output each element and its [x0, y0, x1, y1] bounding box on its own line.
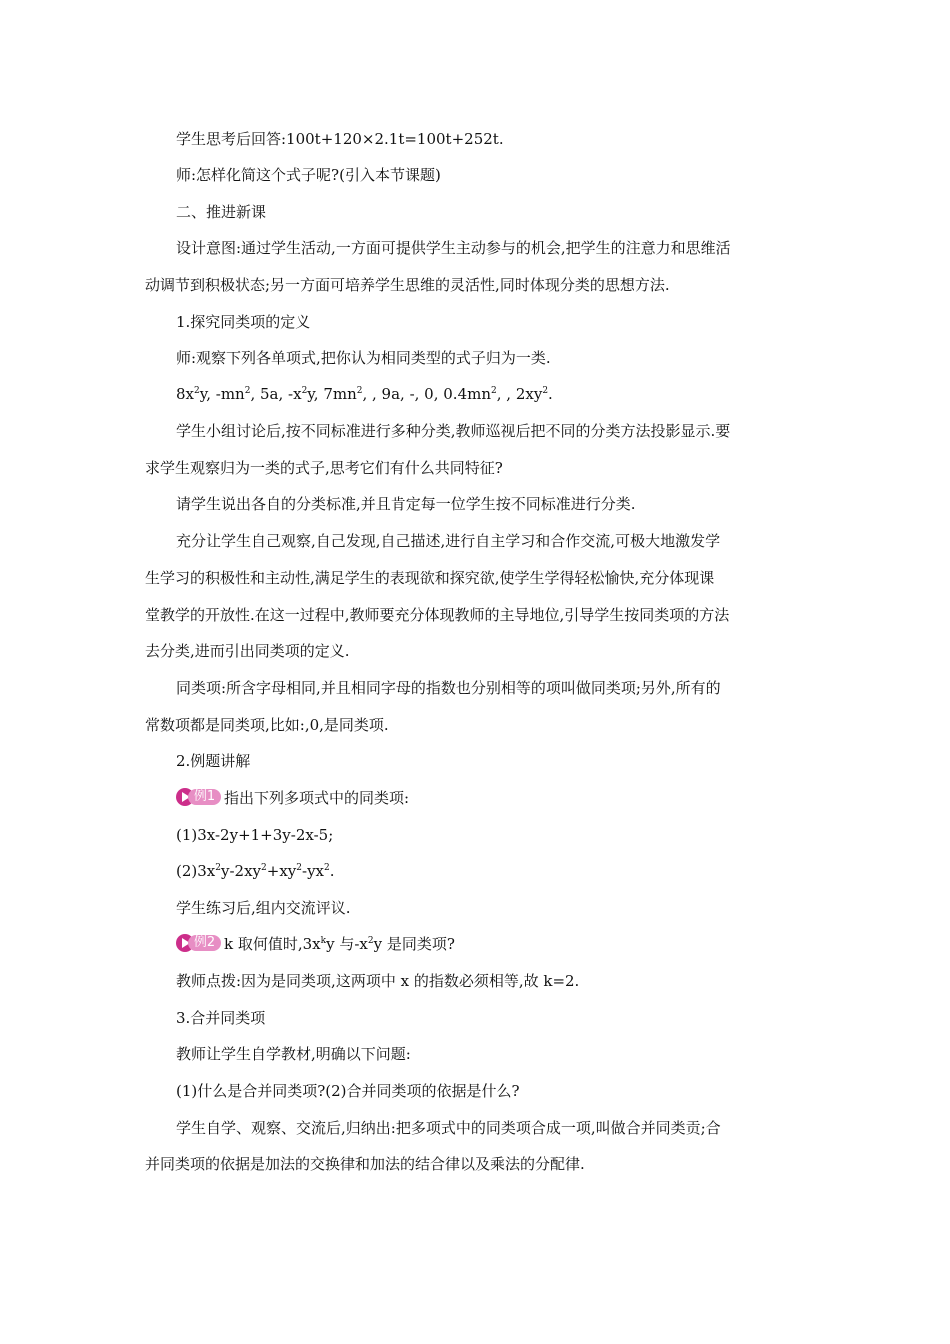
paragraph-group-discussion-1: 学生小组讨论后,按不同标准进行多种分类,教师巡视后把不同的分类方法投影显示.要 [176, 422, 731, 440]
paragraph-design-intent-2: 动调节到积极状态;另一方面可培养学生思维的灵活性,同时体现分类的思想方法. [145, 276, 670, 294]
monomial-text: 8x [176, 385, 195, 403]
polynomial-text: -yx [302, 862, 325, 880]
example-badge-label: 例2 [188, 935, 221, 951]
monomial-text: . [548, 385, 553, 403]
subheading-examples: 2.例题讲解 [176, 752, 251, 770]
paragraph-questions: (1)什么是合并同类项?(2)合并同类项的依据是什么? [176, 1082, 520, 1100]
exponent: 2 [261, 863, 267, 873]
exponent: 2 [215, 863, 221, 873]
paragraph-classification-standard: 请学生说出各自的分类标准,并且肯定每一位学生按不同标准进行分类. [176, 495, 636, 513]
monomial-text: , 5a, -x [250, 385, 302, 403]
paragraph-conclusion-1: 学生自学、观察、交流后,归纳出:把多项式中的同类项合成一项,叫做合并同类贡;合 [176, 1119, 721, 1137]
exponent: 2 [194, 386, 200, 396]
example-1-badge [176, 788, 222, 806]
exponent: 2 [244, 386, 251, 396]
exponent: 2 [324, 863, 330, 873]
section-heading-new-lesson: 二、推进新课 [176, 203, 267, 221]
example-2-text: k 取何值时,3x [224, 935, 321, 953]
polynomial-text: (2)3x [176, 862, 216, 880]
paragraph-observe-monomials: 师:观察下列各单项式,把你认为相同类型的式子归为一类. [176, 349, 551, 367]
paragraph-design-intent-1: 设计意图:通过学生活动,一方面可提供学生主动参与的机会,把学生的注意力和思维活 [176, 239, 731, 257]
paragraph-conclusion-2: 并同类项的依据是加法的交换律和加法的结合律以及乘法的分配律. [145, 1155, 585, 1173]
paragraph-teacher-question: 师:怎样化简这个式子呢?(引入本节课题) [176, 166, 441, 184]
polynomial-1: (1)3x-2y+1+3y-2x-5; [176, 826, 334, 844]
paragraph-self-observe-3: 堂教学的开放性.在这一过程中,教师要充分体现教师的主导地位,引导学生按同类项的方法 [145, 606, 730, 624]
polynomial-text: . [329, 862, 335, 880]
exponent: 2 [367, 936, 374, 946]
example-2-badge [176, 934, 222, 952]
paragraph-student-answer: 学生思考后回答:100t+120×2.1t=100t+252t. [176, 130, 504, 148]
subheading-explore-definition: 1.探究同类项的定义 [176, 313, 311, 331]
paragraph-practice-review: 学生练习后,组内交流评议. [176, 899, 351, 917]
exponent: 2 [296, 863, 303, 873]
subheading-combine-like-terms: 3.合并同类项 [176, 1009, 266, 1027]
polynomial-2 [176, 861, 335, 881]
exponent: 2 [301, 386, 308, 396]
exponent: 2 [542, 386, 549, 396]
paragraph-teacher-hint: 教师点拨:因为是同类项,这两项中 x 的指数必须相等,故 k=2. [176, 972, 580, 990]
paragraph-self-study: 教师让学生自学教材,明确以下问题: [176, 1045, 411, 1063]
example-1-text: 指出下列多项式中的同类项: [224, 789, 410, 807]
example-2-text: y 与-x [326, 935, 368, 953]
example-2-line [176, 934, 455, 954]
exponent: 2 [356, 386, 363, 396]
exponent: k [320, 936, 327, 946]
exponent: 2 [491, 386, 497, 396]
paragraph-group-discussion-2: 求学生观察归为一类的式子,思考它们有什么共同特征? [145, 459, 503, 477]
paragraph-like-terms-definition-1: 同类项:所含字母相同,并且相同字母的指数也分别相等的项叫做同类项;另外,所有的 [176, 679, 721, 697]
polynomial-text: y-2xy [221, 862, 262, 880]
paragraph-self-observe-2: 生学习的积极性和主动性,满足学生的表现欲和探究欲,使学生学得轻松愉快,充分体现课 [145, 569, 715, 587]
monomial-text: y, 7mn [307, 385, 357, 403]
monomial-text: y, -mn [199, 385, 245, 403]
paragraph-self-observe-4: 去分类,进而引出同类项的定义. [145, 642, 350, 660]
example-1-line [176, 788, 409, 808]
paragraph-like-terms-definition-2: 常数项都是同类项,比如:,0,是同类项. [145, 716, 389, 734]
paragraph-self-observe-1: 充分让学生自己观察,自己发现,自己描述,进行自主学习和合作交流,可极大地激发学 [176, 532, 721, 550]
monomial-text: , , 2xy [496, 385, 543, 403]
example-badge-label: 例1 [188, 789, 221, 805]
monomial-list [176, 384, 553, 404]
polynomial-text: +xy [266, 862, 297, 880]
example-2-text: y 是同类项? [373, 935, 455, 953]
monomial-text: , , 9a, -, 0, 0.4mn [362, 385, 492, 403]
